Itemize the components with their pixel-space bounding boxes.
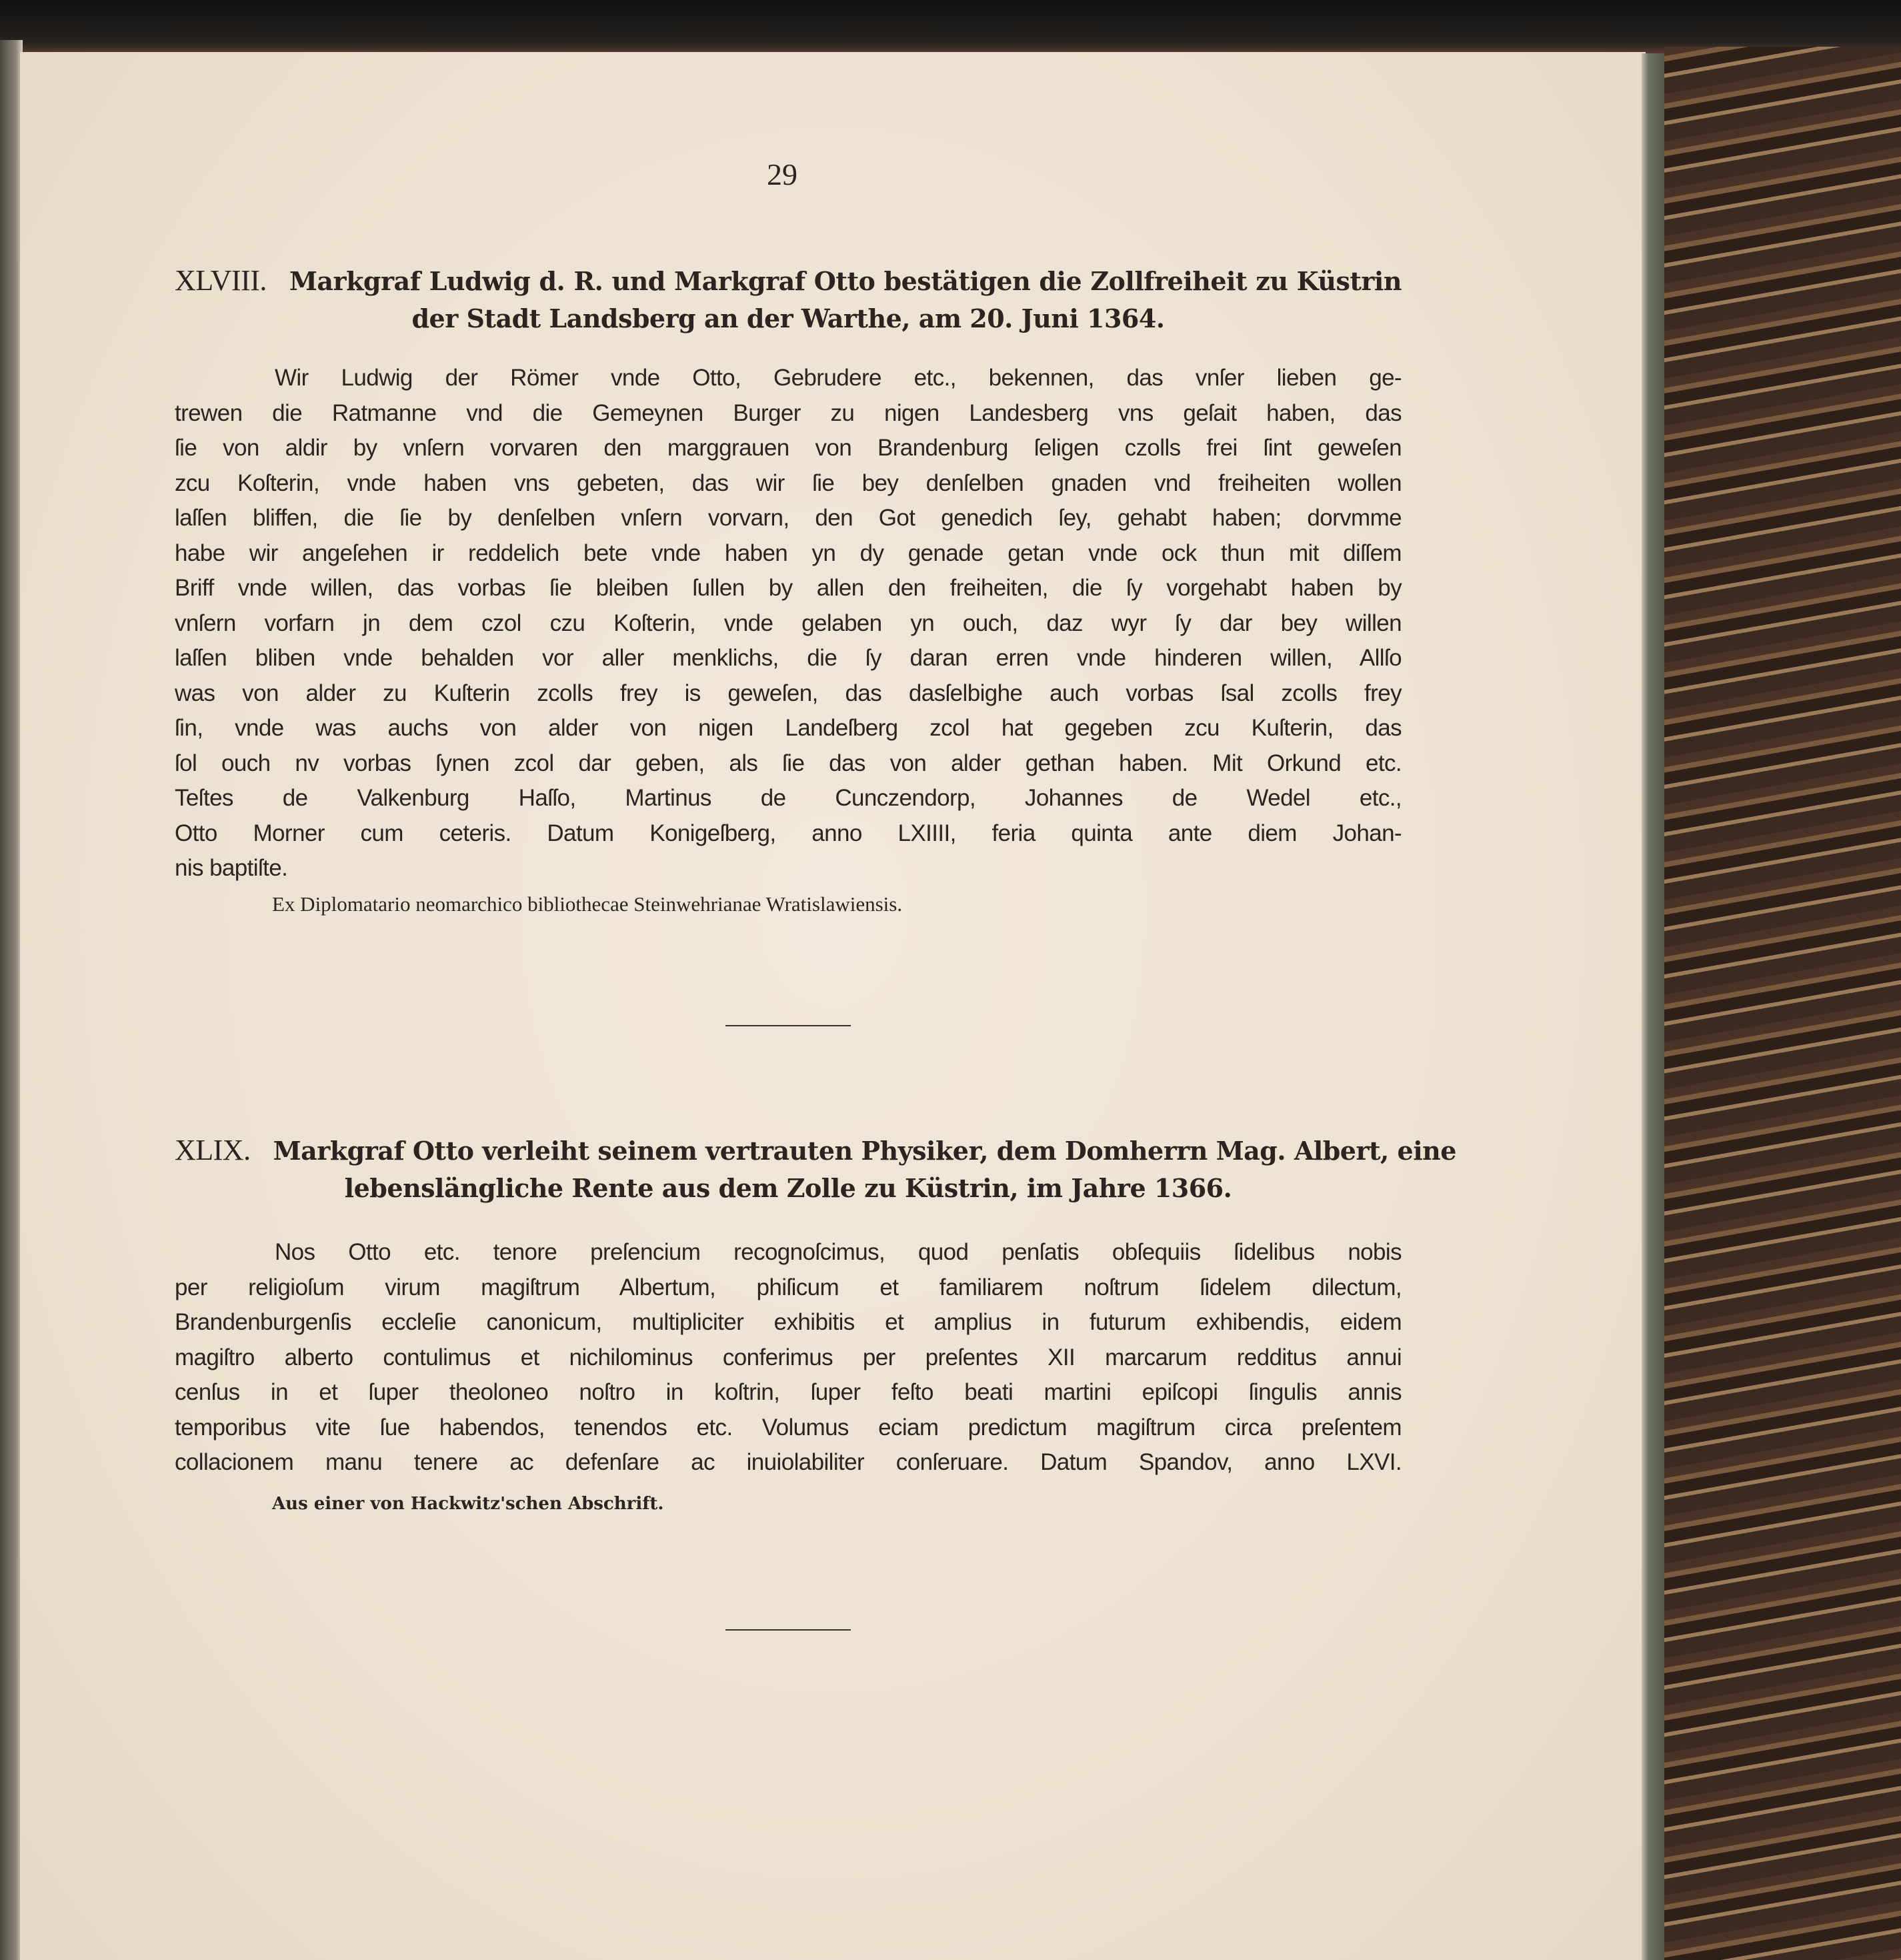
text-line: was von alder zu Kuſterin zcolls frey is geweſen, das dasſelbighe auch vorbas ſsal zcolls frey bbox=[175, 680, 1402, 706]
text-line: magiſtro alberto contulimus et nichilominus conferimus per preſentes XII marcarum redditus annui bbox=[175, 1344, 1402, 1370]
section-body-xlix bbox=[175, 1235, 1402, 1481]
section-heading-xlviii bbox=[175, 261, 1402, 337]
text-line: laſſen bliffen, die ſie by denſelben vnſern vorvarn, den Got genedich ſey, gehabt haben; dorvmme bbox=[175, 505, 1402, 531]
text-line: ſie von aldir by vnſern vorvaren den marggrauen von Brandenburg ſeligen czolls frei ſint geweſen bbox=[175, 435, 1402, 461]
text-line: Briff vnde willen, das vorbas ſie bleiben ſullen by allen den freiheiten, die ſy vorgehabt haben by bbox=[175, 575, 1402, 601]
source-note: Ex Diplomatario neomarchico bibliothecae Steinwehrianae Wratislawiensis. bbox=[272, 892, 903, 916]
section-number: XLIX. bbox=[175, 1134, 251, 1166]
section-divider bbox=[725, 1025, 851, 1026]
section-heading-xlix bbox=[175, 1131, 1456, 1207]
text-line: vnſern vorfarn jn dem czol czu Koſterin, vnde gelaben yn ouch, daz wyr ſy dar bey willen bbox=[175, 610, 1402, 636]
text-line: per religioſum virum magiſtrum Albertum, phiſicum et familiarem noſtrum ſidelem dilectum, bbox=[175, 1274, 1402, 1300]
facing-page-edge bbox=[0, 40, 23, 1960]
text-line: habe wir angeſehen ir reddelich bete vnde haben yn dy genade getan vnde ock thun mit diſſem bbox=[175, 540, 1402, 566]
text-line: laſſen bliben vnde behalden vor aller menklichs, die ſy daran erren vnde hinderen willen, Allſo bbox=[175, 645, 1402, 671]
text-line: Brandenburgenſis eccleſie canonicum, multipliciter exhibitis et amplius in futurum exhibendis, eidem bbox=[175, 1309, 1402, 1335]
text-line: zcu Koſterin, vnde haben vns gebeten, das wir ſie bey denſelben gnaden vnd freiheiten wollen bbox=[175, 469, 1402, 496]
section-divider bbox=[725, 1629, 851, 1631]
page-number: 29 bbox=[767, 157, 797, 191]
heading-line: lebenslängliche Rente aus dem Zolle zu Küstrin, im Jahre 1366. bbox=[344, 1173, 1232, 1203]
heading-line: XLVIII. Markgraf Ludwig d. R. und Markgraf Otto bestätigen die Zollfreiheit zu Küstrin bbox=[175, 264, 1402, 297]
text-line: Nos Otto etc. tenore preſencium recognoſcimus, quod penſatis obſequiis ſidelibus nobis bbox=[275, 1239, 1402, 1265]
text-line: nis baptiſte. bbox=[175, 855, 288, 881]
source-note: Aus einer von Hackwitz'schen Abschrift. bbox=[272, 1494, 664, 1514]
scan-background-top bbox=[0, 0, 1901, 53]
section-body-xlviii bbox=[175, 361, 1402, 886]
page-block-edge bbox=[1642, 53, 1664, 1960]
text-line: cenſus in et ſuper theoloneo noſtro in koſtrin, ſuper feſto beati martini epiſcopi ſingulis annis bbox=[175, 1379, 1402, 1405]
text-line: Otto Morner cum ceteris. Datum Konigeſberg, anno LXIIII, feria quinta ante diem Johan- bbox=[175, 820, 1402, 846]
text-line: collacionem manu tenere ac defenſare ac inuiolabiliter conſeruare. Datum Spandov, anno LXVI. bbox=[175, 1449, 1402, 1475]
text-line: trewen die Ratmanne vnd die Gemeynen Burger zu nigen Landesberg vns geſait haben, das bbox=[175, 399, 1402, 426]
text-line: ſol ouch nv vorbas ſynen zcol dar geben, als ſie das von alder gethan haben. Mit Orkund etc. bbox=[175, 750, 1402, 776]
section-number: XLVIII. bbox=[175, 264, 267, 297]
heading-line: der Stadt Landsberg an der Warthe, am 20. Juni 1364. bbox=[411, 303, 1165, 333]
text-line: Teſtes de Valkenburg Haſſo, Martinus de Cunczendorp, Johannes de Wedel etc., bbox=[175, 785, 1402, 811]
text-line: Wir Ludwig der Römer vnde Otto, Gebrudere etc., bekennen, das vnſer lieben ge- bbox=[275, 365, 1402, 391]
book-page bbox=[20, 52, 1646, 1960]
heading-line: XLIX. Markgraf Otto verleiht seinem vertrauten Physiker, dem Domherrn Mag. Albert, eine bbox=[175, 1134, 1456, 1166]
text-line: temporibus vite ſue habendos, tenendos etc. Volumus eciam predictum magiſtrum circa preſentem bbox=[175, 1414, 1402, 1440]
text-line: ſin, vnde was auchs von alder von nigen Landeſberg zcol hat gegeben zcu Kuſterin, das bbox=[175, 715, 1402, 741]
marbled-book-cover bbox=[1664, 47, 1901, 1960]
